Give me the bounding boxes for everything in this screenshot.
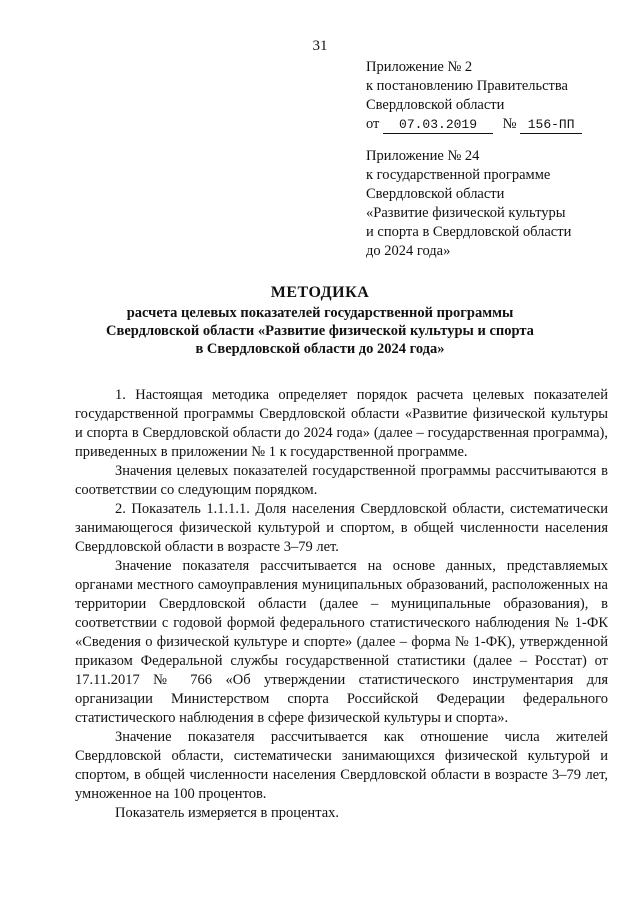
document-title bbox=[70, 284, 570, 358]
appendix-header-program bbox=[366, 147, 626, 261]
number-prefix: № bbox=[502, 116, 517, 132]
appendix-date-line bbox=[366, 115, 626, 134]
appendix-line: к постановлению Правительства bbox=[366, 78, 568, 94]
appendix-line: Свердловской области bbox=[366, 186, 505, 202]
title-sub-line: расчета целевых показателей государственной программы bbox=[126, 305, 514, 321]
appendix-line: Приложение № 2 bbox=[366, 59, 473, 75]
date-prefix: от bbox=[366, 116, 380, 132]
title-sub-line: в Свердловской области до 2024 года» bbox=[195, 341, 445, 357]
title-sub-line: Свердловской области «Развитие физической культуры и спорта bbox=[106, 323, 534, 339]
paragraph: Значение показателя рассчитывается как отношение числа жителей Свердловской области, систематически занимающихся физической культурой и спортом, в общей численности населения Свердловской области в возрасте 3–79 лет, умноженное на 100 процентов. bbox=[75, 729, 608, 802]
resolution-number: 156-ПП bbox=[520, 117, 582, 134]
page-number: 31 bbox=[312, 38, 328, 54]
appendix-line: к государственной программе bbox=[366, 167, 551, 183]
appendix-line: до 2024 года» bbox=[366, 243, 451, 259]
appendix-line: Свердловской области bbox=[366, 97, 505, 113]
appendix-line: «Развитие физической культуры bbox=[366, 205, 566, 221]
appendix-header-resolution bbox=[366, 58, 626, 134]
document-body bbox=[75, 386, 608, 823]
appendix-line: Приложение № 24 bbox=[366, 148, 480, 164]
resolution-date: 07.03.2019 bbox=[383, 117, 493, 134]
title-main: МЕТОДИКА bbox=[270, 284, 370, 301]
paragraph: 2. Показатель 1.1.1.1. Доля населения Свердловской области, систематически занимающегося физической культурой и спортом, в общей численности населения Свердловской области в возрасте 3–79 лет. bbox=[75, 501, 608, 555]
appendix-line: и спорта в Свердловской области bbox=[366, 224, 572, 240]
paragraph: Значение показателя рассчитывается на основе данных, представляемых органами местного самоуправления муниципальных образований, расположенных на территории Свердловской области (далее – муниципальные образования), в соответствии с годовой формой федерального статистического наблюдения № 1-ФК «Сведения о физической культуре и спорте» (далее – форма № 1-ФК), утвержденной приказом Федеральной службы государственной статистики (далее – Росстат) от 17.11.2017 № 766 «Об утверждении статистического инструментария для организации Министерством спорта Российской Федерации федерального статистического наблюдения в сфере физической культуры и спорта». bbox=[75, 558, 608, 726]
paragraph: Показатель измеряется в процентах. bbox=[115, 805, 340, 821]
paragraph: Значения целевых показателей государственной программы рассчитываются в соответствии со следующим порядком. bbox=[75, 463, 608, 498]
paragraph: 1. Настоящая методика определяет порядок расчета целевых показателей государственной программы Свердловской области «Развитие физической культуры и спорта в Свердловской области до 2024 года» (далее – государственная программа), приведенных в приложении № 1 к государственной программе. bbox=[75, 387, 608, 460]
